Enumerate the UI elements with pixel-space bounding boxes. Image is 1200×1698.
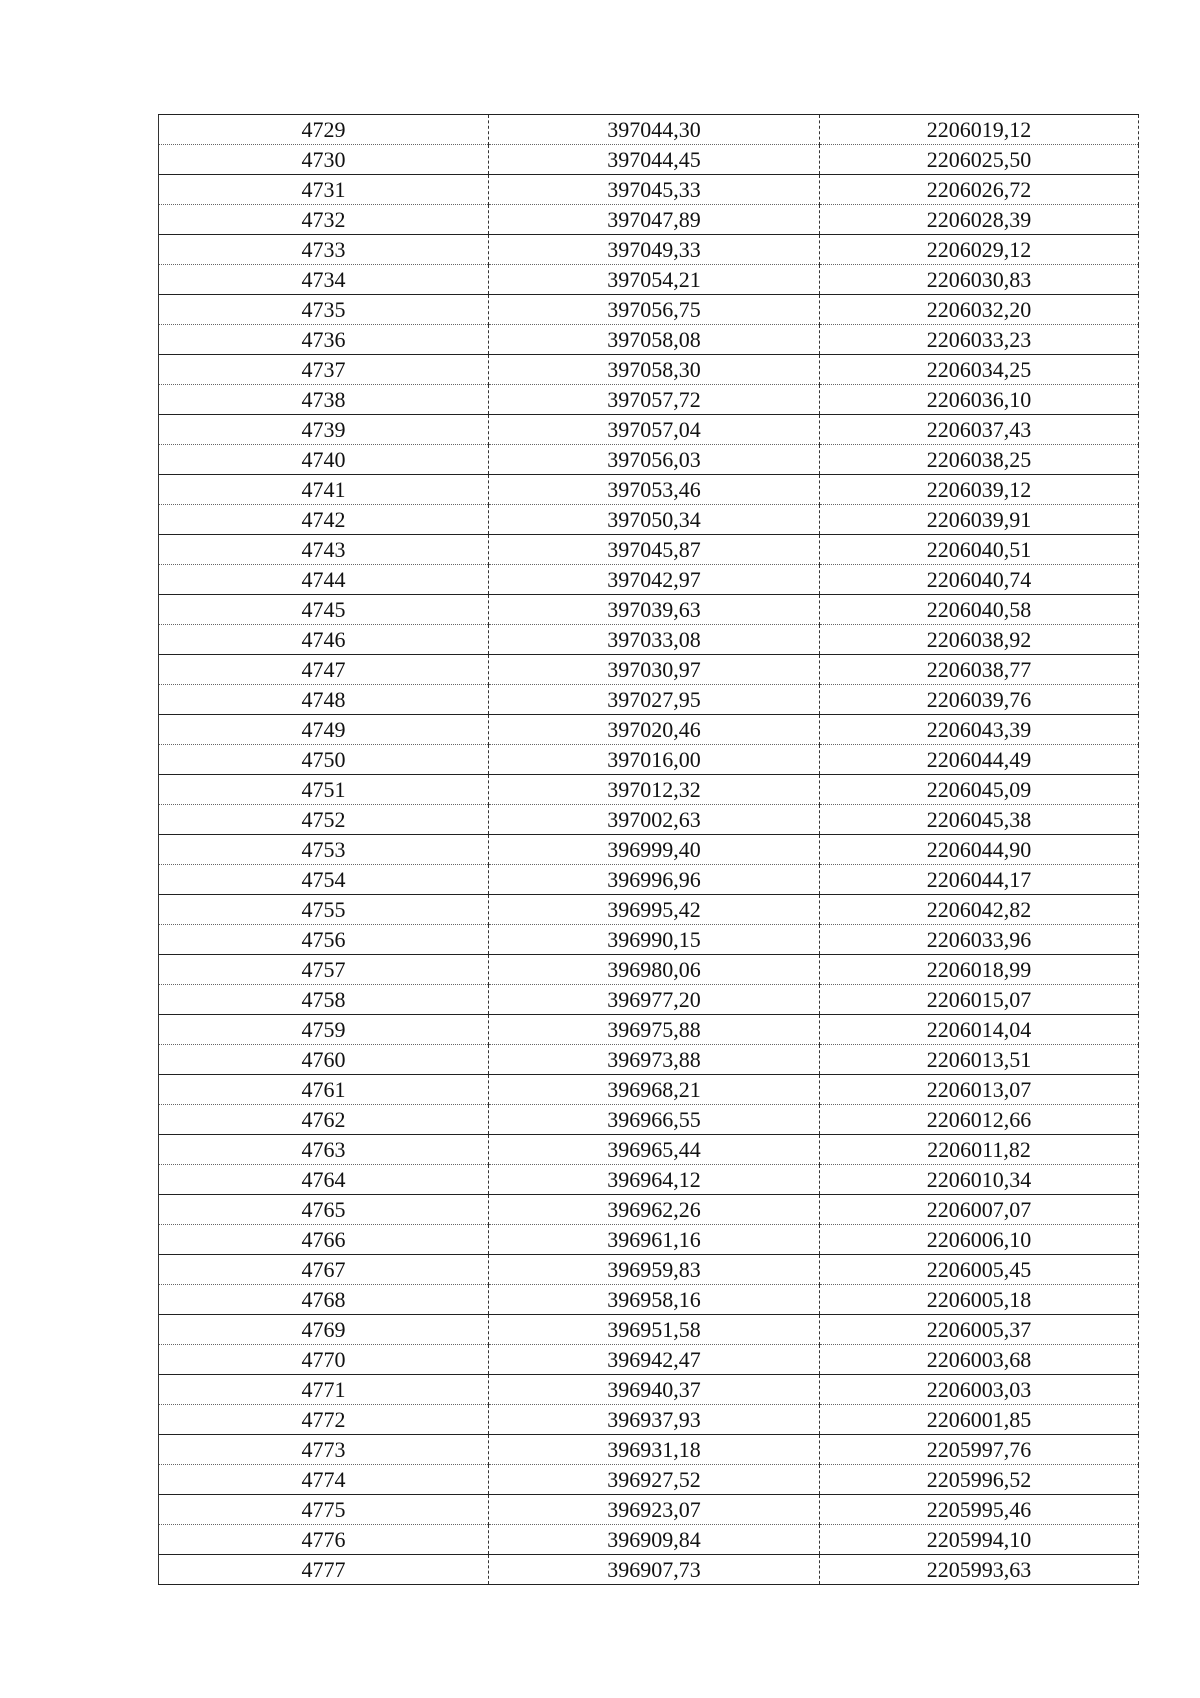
table-row [159, 1225, 1139, 1255]
table-row [159, 1075, 1139, 1105]
x-coordinate-cell: 397050,34 [489, 505, 820, 535]
y-coordinate-cell: 2206005,45 [820, 1255, 1139, 1285]
point-number-cell: 4762 [159, 1105, 489, 1135]
x-coordinate-cell: 397058,30 [489, 355, 820, 385]
point-number-cell: 4768 [159, 1285, 489, 1315]
point-number-cell: 4736 [159, 325, 489, 355]
table-row [159, 235, 1139, 265]
y-coordinate-cell: 2206044,17 [820, 865, 1139, 895]
x-coordinate-cell: 397045,33 [489, 175, 820, 205]
y-coordinate-cell: 2206044,49 [820, 745, 1139, 775]
y-coordinate-cell: 2206003,68 [820, 1345, 1139, 1375]
point-number-cell: 4739 [159, 415, 489, 445]
point-number-cell: 4752 [159, 805, 489, 835]
point-number-cell: 4756 [159, 925, 489, 955]
point-number-cell: 4755 [159, 895, 489, 925]
x-coordinate-cell: 396965,44 [489, 1135, 820, 1165]
y-coordinate-cell: 2206040,58 [820, 595, 1139, 625]
x-coordinate-cell: 397030,97 [489, 655, 820, 685]
x-coordinate-cell: 396966,55 [489, 1105, 820, 1135]
table-row [159, 625, 1139, 655]
table-row [159, 1105, 1139, 1135]
table-row [159, 1435, 1139, 1465]
y-coordinate-cell: 2206028,39 [820, 205, 1139, 235]
table-row [159, 805, 1139, 835]
y-coordinate-cell: 2206003,03 [820, 1375, 1139, 1405]
point-number-cell: 4748 [159, 685, 489, 715]
x-coordinate-cell: 397033,08 [489, 625, 820, 655]
table-row [159, 1255, 1139, 1285]
x-coordinate-cell: 397027,95 [489, 685, 820, 715]
point-number-cell: 4750 [159, 745, 489, 775]
table-row [159, 1405, 1139, 1435]
y-coordinate-cell: 2205996,52 [820, 1465, 1139, 1495]
y-coordinate-cell: 2206043,39 [820, 715, 1139, 745]
x-coordinate-cell: 396973,88 [489, 1045, 820, 1075]
y-coordinate-cell: 2206033,96 [820, 925, 1139, 955]
table-row [159, 1285, 1139, 1315]
x-coordinate-cell: 396923,07 [489, 1495, 820, 1525]
table-row [159, 535, 1139, 565]
x-coordinate-cell: 396975,88 [489, 1015, 820, 1045]
y-coordinate-cell: 2206013,51 [820, 1045, 1139, 1075]
x-coordinate-cell: 396931,18 [489, 1435, 820, 1465]
table-row [159, 835, 1139, 865]
x-coordinate-cell: 397012,32 [489, 775, 820, 805]
x-coordinate-cell: 397039,63 [489, 595, 820, 625]
y-coordinate-cell: 2206038,92 [820, 625, 1139, 655]
x-coordinate-cell: 396996,96 [489, 865, 820, 895]
point-number-cell: 4737 [159, 355, 489, 385]
y-coordinate-cell: 2206005,18 [820, 1285, 1139, 1315]
x-coordinate-cell: 396927,52 [489, 1465, 820, 1495]
x-coordinate-cell: 397047,89 [489, 205, 820, 235]
point-number-cell: 4753 [159, 835, 489, 865]
y-coordinate-cell: 2206039,76 [820, 685, 1139, 715]
x-coordinate-cell: 396999,40 [489, 835, 820, 865]
point-number-cell: 4769 [159, 1315, 489, 1345]
table-row [159, 1165, 1139, 1195]
y-coordinate-cell: 2206018,99 [820, 955, 1139, 985]
y-coordinate-cell: 2206001,85 [820, 1405, 1139, 1435]
point-number-cell: 4775 [159, 1495, 489, 1525]
table-row [159, 1015, 1139, 1045]
point-number-cell: 4743 [159, 535, 489, 565]
table-row [159, 565, 1139, 595]
y-coordinate-cell: 2206025,50 [820, 145, 1139, 175]
point-number-cell: 4760 [159, 1045, 489, 1075]
table-row [159, 865, 1139, 895]
table-row [159, 655, 1139, 685]
table-row [159, 1555, 1139, 1585]
x-coordinate-cell: 396907,73 [489, 1555, 820, 1585]
point-number-cell: 4740 [159, 445, 489, 475]
table-body [159, 115, 1139, 1585]
point-number-cell: 4772 [159, 1405, 489, 1435]
table-row [159, 925, 1139, 955]
table-row [159, 1345, 1139, 1375]
table-row [159, 1195, 1139, 1225]
table-row [159, 475, 1139, 505]
y-coordinate-cell: 2205997,76 [820, 1435, 1139, 1465]
y-coordinate-cell: 2206013,07 [820, 1075, 1139, 1105]
y-coordinate-cell: 2206014,04 [820, 1015, 1139, 1045]
y-coordinate-cell: 2206026,72 [820, 175, 1139, 205]
x-coordinate-cell: 396940,37 [489, 1375, 820, 1405]
y-coordinate-cell: 2206033,23 [820, 325, 1139, 355]
point-number-cell: 4734 [159, 265, 489, 295]
x-coordinate-cell: 396977,20 [489, 985, 820, 1015]
table-row [159, 295, 1139, 325]
x-coordinate-cell: 397020,46 [489, 715, 820, 745]
x-coordinate-cell: 397056,75 [489, 295, 820, 325]
y-coordinate-cell: 2206010,34 [820, 1165, 1139, 1195]
point-number-cell: 4766 [159, 1225, 489, 1255]
point-number-cell: 4741 [159, 475, 489, 505]
y-coordinate-cell: 2206012,66 [820, 1105, 1139, 1135]
table-row [159, 385, 1139, 415]
x-coordinate-cell: 397045,87 [489, 535, 820, 565]
x-coordinate-cell: 396962,26 [489, 1195, 820, 1225]
table-row [159, 325, 1139, 355]
y-coordinate-cell: 2206029,12 [820, 235, 1139, 265]
coordinates-table [158, 114, 1139, 1585]
x-coordinate-cell: 397016,00 [489, 745, 820, 775]
point-number-cell: 4774 [159, 1465, 489, 1495]
point-number-cell: 4742 [159, 505, 489, 535]
coordinates-table-page [158, 114, 1138, 1585]
point-number-cell: 4770 [159, 1345, 489, 1375]
y-coordinate-cell: 2206007,07 [820, 1195, 1139, 1225]
table-row [159, 115, 1139, 145]
y-coordinate-cell: 2206032,20 [820, 295, 1139, 325]
x-coordinate-cell: 396968,21 [489, 1075, 820, 1105]
table-row [159, 1525, 1139, 1555]
point-number-cell: 4732 [159, 205, 489, 235]
table-row [159, 1465, 1139, 1495]
y-coordinate-cell: 2206039,12 [820, 475, 1139, 505]
point-number-cell: 4749 [159, 715, 489, 745]
x-coordinate-cell: 397044,30 [489, 115, 820, 145]
x-coordinate-cell: 396909,84 [489, 1525, 820, 1555]
table-row [159, 1315, 1139, 1345]
x-coordinate-cell: 397053,46 [489, 475, 820, 505]
point-number-cell: 4735 [159, 295, 489, 325]
table-row [159, 1135, 1139, 1165]
y-coordinate-cell: 2206038,77 [820, 655, 1139, 685]
table-row [159, 715, 1139, 745]
x-coordinate-cell: 396942,47 [489, 1345, 820, 1375]
x-coordinate-cell: 397002,63 [489, 805, 820, 835]
y-coordinate-cell: 2206042,82 [820, 895, 1139, 925]
y-coordinate-cell: 2206005,37 [820, 1315, 1139, 1345]
point-number-cell: 4747 [159, 655, 489, 685]
y-coordinate-cell: 2205993,63 [820, 1555, 1139, 1585]
x-coordinate-cell: 396959,83 [489, 1255, 820, 1285]
point-number-cell: 4764 [159, 1165, 489, 1195]
table-row [159, 415, 1139, 445]
x-coordinate-cell: 397057,72 [489, 385, 820, 415]
y-coordinate-cell: 2206044,90 [820, 835, 1139, 865]
y-coordinate-cell: 2206045,09 [820, 775, 1139, 805]
table-row [159, 595, 1139, 625]
point-number-cell: 4771 [159, 1375, 489, 1405]
x-coordinate-cell: 397058,08 [489, 325, 820, 355]
table-row [159, 685, 1139, 715]
table-row [159, 775, 1139, 805]
table-row [159, 1495, 1139, 1525]
table-row [159, 1375, 1139, 1405]
point-number-cell: 4744 [159, 565, 489, 595]
point-number-cell: 4746 [159, 625, 489, 655]
x-coordinate-cell: 396990,15 [489, 925, 820, 955]
y-coordinate-cell: 2206037,43 [820, 415, 1139, 445]
point-number-cell: 4751 [159, 775, 489, 805]
point-number-cell: 4733 [159, 235, 489, 265]
y-coordinate-cell: 2205995,46 [820, 1495, 1139, 1525]
x-coordinate-cell: 397057,04 [489, 415, 820, 445]
y-coordinate-cell: 2206040,51 [820, 535, 1139, 565]
y-coordinate-cell: 2206019,12 [820, 115, 1139, 145]
point-number-cell: 4776 [159, 1525, 489, 1555]
point-number-cell: 4730 [159, 145, 489, 175]
y-coordinate-cell: 2206036,10 [820, 385, 1139, 415]
table-row [159, 145, 1139, 175]
x-coordinate-cell: 396964,12 [489, 1165, 820, 1195]
table-row [159, 955, 1139, 985]
x-coordinate-cell: 396980,06 [489, 955, 820, 985]
point-number-cell: 4773 [159, 1435, 489, 1465]
table-row [159, 355, 1139, 385]
point-number-cell: 4765 [159, 1195, 489, 1225]
x-coordinate-cell: 397056,03 [489, 445, 820, 475]
x-coordinate-cell: 396951,58 [489, 1315, 820, 1345]
point-number-cell: 4745 [159, 595, 489, 625]
x-coordinate-cell: 396958,16 [489, 1285, 820, 1315]
x-coordinate-cell: 397054,21 [489, 265, 820, 295]
x-coordinate-cell: 397044,45 [489, 145, 820, 175]
table-row [159, 265, 1139, 295]
point-number-cell: 4757 [159, 955, 489, 985]
y-coordinate-cell: 2206015,07 [820, 985, 1139, 1015]
point-number-cell: 4758 [159, 985, 489, 1015]
point-number-cell: 4754 [159, 865, 489, 895]
x-coordinate-cell: 396961,16 [489, 1225, 820, 1255]
y-coordinate-cell: 2206011,82 [820, 1135, 1139, 1165]
table-row [159, 445, 1139, 475]
y-coordinate-cell: 2206045,38 [820, 805, 1139, 835]
table-row [159, 745, 1139, 775]
point-number-cell: 4759 [159, 1015, 489, 1045]
point-number-cell: 4738 [159, 385, 489, 415]
x-coordinate-cell: 397049,33 [489, 235, 820, 265]
x-coordinate-cell: 396937,93 [489, 1405, 820, 1435]
y-coordinate-cell: 2206038,25 [820, 445, 1139, 475]
x-coordinate-cell: 397042,97 [489, 565, 820, 595]
point-number-cell: 4761 [159, 1075, 489, 1105]
point-number-cell: 4729 [159, 115, 489, 145]
y-coordinate-cell: 2206006,10 [820, 1225, 1139, 1255]
point-number-cell: 4731 [159, 175, 489, 205]
point-number-cell: 4763 [159, 1135, 489, 1165]
table-row [159, 205, 1139, 235]
table-row [159, 895, 1139, 925]
point-number-cell: 4777 [159, 1555, 489, 1585]
table-row [159, 985, 1139, 1015]
y-coordinate-cell: 2206034,25 [820, 355, 1139, 385]
y-coordinate-cell: 2206040,74 [820, 565, 1139, 595]
table-row [159, 505, 1139, 535]
point-number-cell: 4767 [159, 1255, 489, 1285]
y-coordinate-cell: 2206039,91 [820, 505, 1139, 535]
y-coordinate-cell: 2206030,83 [820, 265, 1139, 295]
x-coordinate-cell: 396995,42 [489, 895, 820, 925]
table-row [159, 1045, 1139, 1075]
y-coordinate-cell: 2205994,10 [820, 1525, 1139, 1555]
table-row [159, 175, 1139, 205]
